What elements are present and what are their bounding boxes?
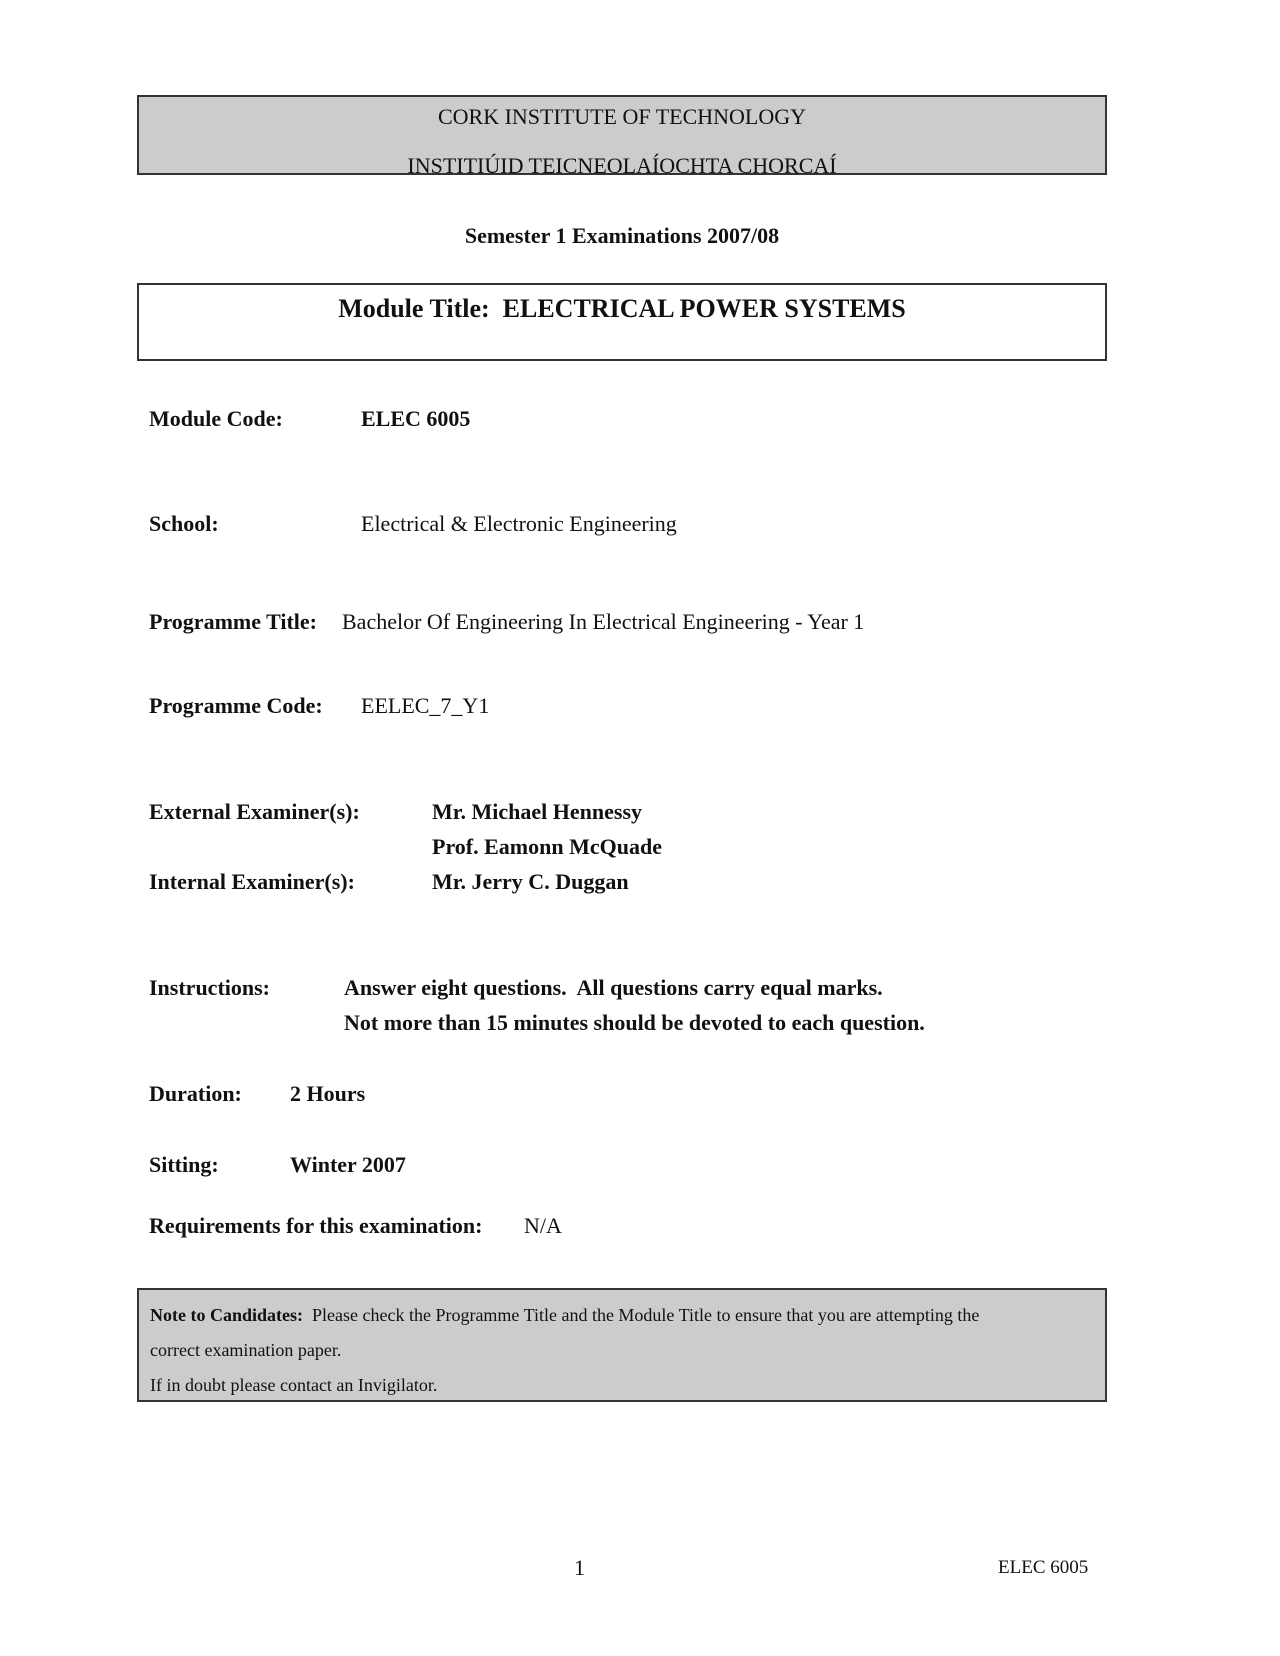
- instructions-label: Instructions:: [149, 975, 271, 1000]
- requirements-label: Requirements for this examination:: [149, 1213, 483, 1238]
- external-examiner-name: Prof. Eamonn McQuade: [432, 834, 662, 859]
- duration-value: 2 Hours: [290, 1081, 366, 1106]
- sitting-label: Sitting:: [149, 1152, 219, 1177]
- module-code-label: Module Code:: [149, 406, 283, 431]
- programme-code-label: Programme Code:: [149, 693, 323, 718]
- semester-heading: Semester 1 Examinations 2007/08: [464, 223, 780, 248]
- instructions-line: Answer eight questions. All questions carry equal marks.: [344, 975, 883, 1000]
- school-value: Electrical & Electronic Engineering: [361, 511, 677, 536]
- programme-title-label: Programme Title:: [149, 609, 318, 634]
- note-text: Please check the Programme Title and the Module Title to ensure that you are attempting the: [312, 1305, 980, 1325]
- sitting-value: Winter 2007: [290, 1152, 406, 1177]
- internal-examiner-name: Mr. Jerry C. Duggan: [432, 869, 629, 894]
- module-title-label: Module Title:: [338, 294, 490, 323]
- module-title-box: [137, 283, 1107, 361]
- school-label: School:: [149, 511, 219, 536]
- institution-name-irish: INSTITIÚID TEICNEOLAÍOCHTA CHORCAÍ: [407, 153, 837, 178]
- module-title: [139, 294, 1105, 324]
- duration-label: Duration:: [149, 1081, 242, 1106]
- note-to-candidates-box: [137, 1288, 1107, 1402]
- note-line-1: [150, 1298, 1105, 1333]
- programme-title-value: Bachelor Of Engineering In Electrical Engineering - Year 1: [342, 609, 865, 634]
- external-examiner-name: Mr. Michael Hennessy: [432, 799, 642, 824]
- instructions-line: Not more than 15 minutes should be devoted to each question.: [344, 1010, 925, 1035]
- module-title-value: ELECTRICAL POWER SYSTEMS: [502, 294, 906, 323]
- external-examiners-label: External Examiner(s):: [149, 799, 360, 824]
- institution-name-english: CORK INSTITUTE OF TECHNOLOGY: [437, 104, 807, 129]
- institution-header-box: [137, 95, 1107, 178]
- note-line-3: If in doubt please contact an Invigilator.: [150, 1375, 438, 1395]
- footer-module-code: ELEC 6005: [998, 1557, 1089, 1578]
- programme-code-value: EELEC_7_Y1: [361, 693, 490, 718]
- page-number: 1: [574, 1555, 585, 1580]
- note-line-2: correct examination paper.: [150, 1340, 342, 1360]
- note-label: Note to Candidates:: [150, 1305, 303, 1325]
- module-code-value: ELEC 6005: [361, 406, 471, 431]
- requirements-value: N/A: [524, 1213, 562, 1238]
- internal-examiners-label: Internal Examiner(s):: [149, 869, 355, 894]
